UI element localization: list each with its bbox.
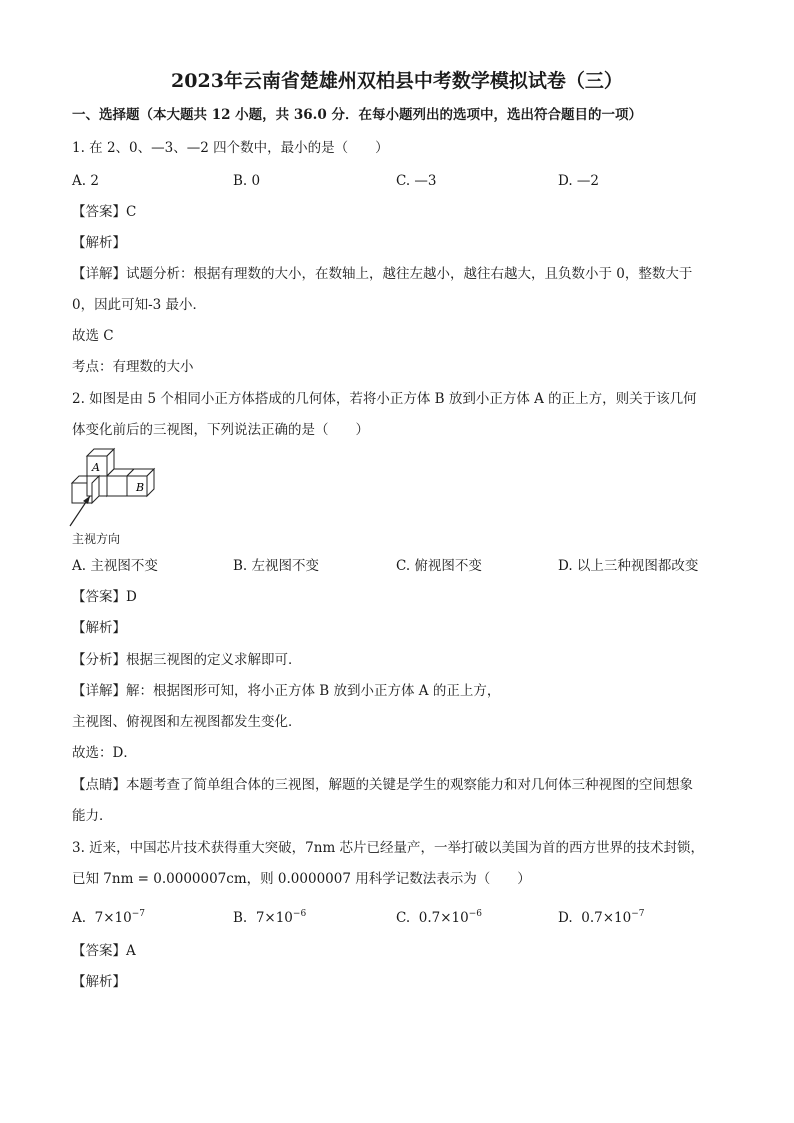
q3-option-b-base: 7×10 [255, 910, 293, 926]
cube-3 [107, 476, 127, 496]
q3-stem-line1: 3. 近来，中国芯片技术获得重大突破，7nm 芯片已经量产，一举打破以美国为首的西方世界的技术封锁， [72, 840, 705, 856]
q1-option-a: A. 2 [72, 173, 99, 189]
q3-option-b-label: B. [233, 910, 248, 926]
q3-option-b-exp: −6 [292, 909, 307, 919]
q3-option-c-base: 0.7×10 [418, 910, 469, 926]
q3-answer: 【答案】A [72, 943, 136, 959]
q2-fenxi: 【分析】根据三视图的定义求解即可． [72, 652, 302, 668]
q2-option-c: C. 俯视图不变 [396, 558, 482, 574]
q3-option-d-exp: −7 [631, 909, 645, 919]
section-heading: 一、选择题（本大题共 12 小题，共 36.0 分．在每小题列出的选项中，选出符合题目的一项） [72, 107, 642, 123]
q2-detail-line2: 主视图、俯视图和左视图都发生变化． [72, 714, 302, 730]
q3-analysis: 【解析】 [72, 974, 126, 990]
cube-figure [62, 446, 182, 532]
q2-dianjing-line1: 【点睛】本题考查了简单组合体的三视图，解题的关键是学生的观察能力和对几何体三种视图的空间想象 [72, 777, 693, 793]
q2-option-a: A. 主视图不变 [72, 558, 158, 574]
q1-detail-line1: 【详解】试题分析：根据有理数的大小，在数轴上，越往左越小，越往右越大，且负数小于 0，整数大于 [72, 266, 693, 282]
q1-answer: 【答案】C [72, 204, 137, 220]
q3-option-c [396, 905, 482, 927]
q2-analysis: 【解析】 [72, 620, 126, 636]
q1-option-c: C. —3 [396, 173, 437, 189]
q2-dianjing-line2: 能力． [72, 808, 113, 824]
q3-option-a-exp: −7 [131, 909, 146, 919]
q1-point: 考点：有理数的大小 [72, 359, 194, 375]
q3-option-c-exp: −6 [468, 909, 482, 919]
q3-option-b [233, 905, 306, 927]
figure-caption: 主视方向 [72, 532, 121, 546]
page-title: 2023年云南省楚雄州双柏县中考数学模拟试卷（三） [171, 70, 623, 92]
q2-stem-line1: 2. 如图是由 5 个相同小正方体搭成的几何体，若将小正方体 B 放到小正方体 A 的正上方，则关于该几何 [72, 391, 697, 407]
q3-stem-line2: 已知 7nm = 0.0000007cm，则 0.0000007 用科学记数法表示为（ ） [72, 871, 531, 887]
q3-option-a-label: A. [72, 910, 87, 926]
q2-option-b: B. 左视图不变 [233, 558, 320, 574]
q3-option-d [558, 905, 644, 927]
q2-option-d: D. 以上三种视图都改变 [558, 558, 699, 574]
cube-b-label: B [136, 481, 145, 494]
cube-a-label: A [92, 461, 100, 474]
q1-choice: 故选 C [72, 328, 114, 344]
q2-answer: 【答案】D [72, 589, 137, 605]
q1-analysis: 【解析】 [72, 235, 126, 251]
q3-option-a [72, 905, 145, 927]
q3-option-d-base: 0.7×10 [581, 910, 632, 926]
q2-choice: 故选：D． [72, 745, 137, 761]
q2-detail-line1: 【详解】解：根据图形可知，将小正方体 B 放到小正方体 A 的正上方， [72, 683, 501, 699]
q1-option-b: B. 0 [233, 173, 261, 189]
q1-stem: 1. 在 2、0、—3、—2 四个数中，最小的是（ ） [72, 140, 389, 156]
q2-stem-line2: 体变化前后的三视图，下列说法正确的是（ ） [72, 422, 369, 438]
q3-option-a-base: 7×10 [94, 910, 132, 926]
q1-option-d: D. —2 [558, 173, 600, 189]
q3-option-d-label: D. [558, 910, 573, 926]
q3-option-c-label: C. [396, 910, 411, 926]
q1-detail-line2: 0，因此可知-3 最小． [72, 297, 207, 313]
